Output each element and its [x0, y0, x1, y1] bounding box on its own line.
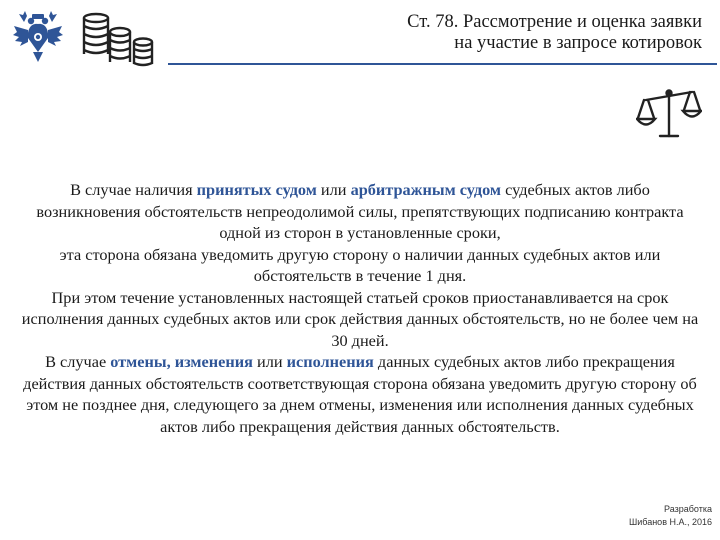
highlight-change: изменения	[174, 352, 253, 371]
text-span: В случае	[45, 352, 111, 371]
slide-title-line-1: Ст. 78. Рассмотрение и оценка заявки	[407, 12, 702, 32]
article-body	[18, 179, 702, 437]
text-span: ,	[166, 352, 175, 371]
highlight-cancellation: отмены	[110, 352, 167, 371]
header-logos	[12, 8, 157, 70]
text-span: данных судебных актов либо прекращения действия данных обстоятельств соответствующая сторона обязана уведомить другую сторону об этом не позднее дня, следующего за днем отмены, изменения или исполнения данных судебных актов либо прекращения действия данных обстоятельств.	[23, 352, 697, 436]
paragraph-3: При этом течение установленных настоящей статьей сроков приостанавливается на срок исполнения данных судебных актов или срок действия данных обстоятельств, но не более чем на 30 дней.	[21, 287, 699, 350]
title-divider	[168, 63, 717, 65]
coin-stacks-icon	[84, 14, 152, 65]
paragraph-2: эта сторона обязана уведомить другую сторону о наличии данных судебных актов или обстоятельств в течение 1 дня.	[59, 244, 661, 285]
scales-of-justice-icon	[636, 88, 702, 140]
slide-title	[242, 12, 702, 54]
highlight-court: принятых судом	[196, 180, 317, 199]
text-span: В случае наличия	[70, 180, 197, 199]
text-span: или	[316, 180, 351, 199]
credit-line-2: Шибанов Н.А., 2016	[628, 517, 712, 527]
slide-title-line-2: на участие в запросе котировок	[454, 33, 702, 53]
credit-line-1: Разработка	[664, 504, 712, 514]
text-span: судебных актов либо возникновения обстоятельств непреодолимой силы, препятствующих подписанию контракта одной из сторон в установленные сроки,	[36, 180, 684, 242]
highlight-arbitration-court: арбитражным судом	[350, 180, 502, 199]
author-credit	[629, 503, 712, 529]
paragraph-1	[18, 179, 702, 244]
highlight-execution: исполнения	[286, 352, 374, 371]
double-headed-eagle-icon	[13, 11, 63, 62]
paragraph-4	[18, 351, 702, 437]
text-span: или	[252, 352, 287, 371]
